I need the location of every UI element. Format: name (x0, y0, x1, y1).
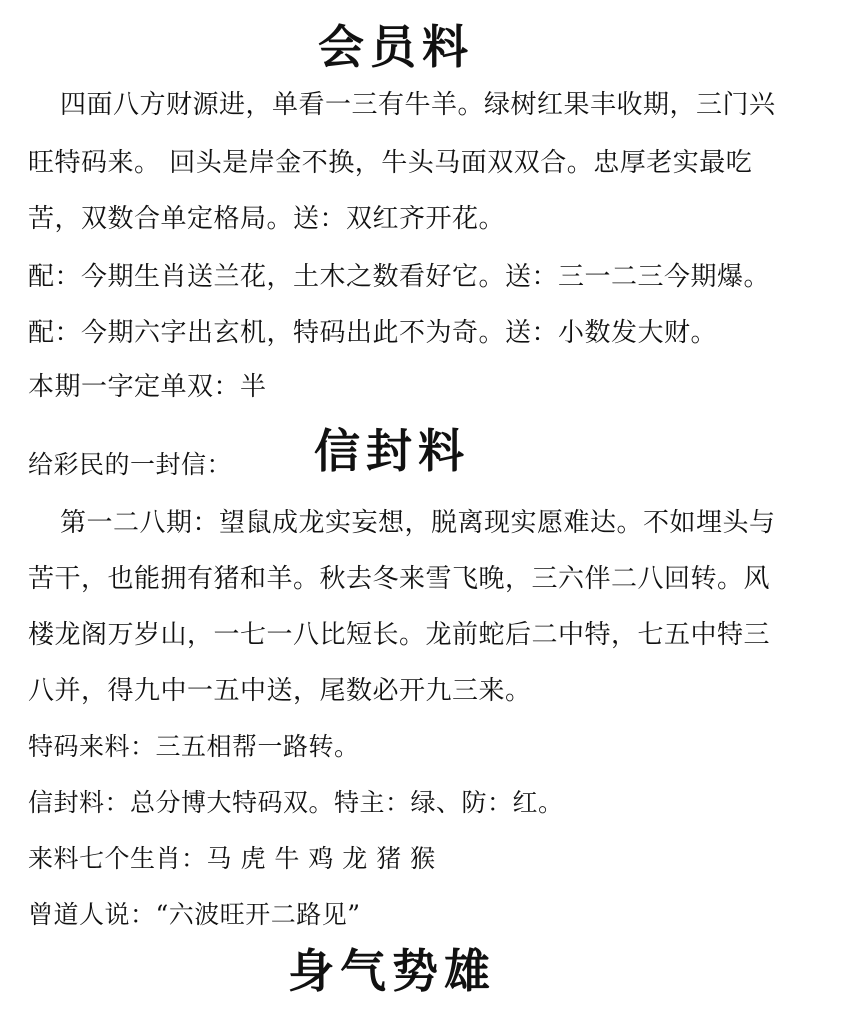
letter-line-2: 苦干，也能拥有猪和羊。秋去冬来雪飞晚，三六伴二八回转。风 (28, 564, 771, 594)
xinfeng-liao-line: 信封料：总分博大特码双。特主：绿、防：红。 (28, 788, 564, 817)
poem-line-3: 苦，双数合单定格局。送：双红齐开花。 (28, 204, 506, 234)
daoren-line: 曾道人说：“六波旺开二路见” (28, 900, 361, 929)
tema-laoliao-line: 特码来料：三五相帮一路转。 (28, 732, 360, 761)
seven-zodiacs-line: 来料七个生肖：马 虎 牛 鸡 龙 猪 猴 (28, 844, 436, 873)
section-title-xinfeng: 信封料 (314, 424, 470, 478)
letter-line-3: 楼龙阁万岁山，一七一八比短长。龙前蛇后二中特，七五中特三 (28, 620, 771, 650)
poem-line-1: 四面八方财源进，单看一三有牛羊。绿树红果丰收期，三门兴 (60, 90, 776, 120)
letter-label: 给彩民的一封信： (28, 450, 233, 479)
section-title-huiyuan: 会员料 (318, 20, 474, 74)
pei-line-1: 配：今期生肖送兰花，土木之数看好它。送：三一二三今期爆。 (28, 262, 771, 292)
single-double-line: 本期一字定单双：半 (28, 372, 267, 402)
pei-line-2: 配：今期六字出玄机，特码出此不为奇。送：小数发大财。 (28, 318, 718, 348)
section-title-shenqi: 身气势雄 (288, 944, 496, 998)
poem-line-2: 旺特码来。 回头是岸金不换，牛头马面双双合。忠厚老实最吃 (28, 148, 753, 178)
letter-line-1: 第一二八期：望鼠成龙实妄想，脱离现实愿难达。不如埋头与 (60, 508, 776, 538)
letter-line-4: 八并，得九中一五中送，尾数必开九三来。 (28, 676, 532, 706)
